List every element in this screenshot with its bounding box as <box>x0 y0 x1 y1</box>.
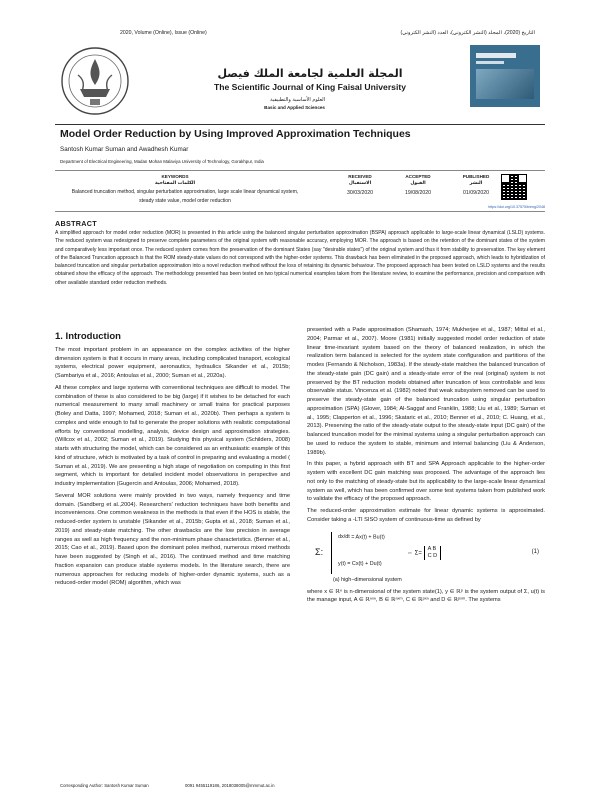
equation-system <box>331 532 401 574</box>
author-contact: 0091 9455119186, 2018038005@mmmut.ac.in <box>185 783 275 788</box>
date-received <box>330 174 390 196</box>
abstract-text: A simplified approach for model order reduction (MOR) is presented in this article using the balanced singular perturbation approximation (BSPA) approach applicable to large-scale linear dynamical (LSLD) systems. The reduced system was redesigned to preserve complete parameters of the original system with reasonable accuracy, employing MOR. The approach is based on the retention of the dominant states of the system and comparatively less important once. The reduced system comes from the preservation of the dominant States (say "desirable states") of the original system and thus it from stability to preservation. The key element of the Balanced Truncation approach is that the ROM steady-state values do not correspond with the higher-order systems. This drawback has been eliminated in the proposed approach, which leads to hybridization of balanced truncation and singular perturbation approximation into a novel reduction method without the loss of retaining its dynamic behaviour. The proposed approach has been tested on LSLD systems and the results obtained show the efficacy of the approach. The methodology presented has been tested on two typical numerical examples taken from the literature review, to examine the performance, precision and comparison with other available standard order reduction methods. <box>55 230 545 286</box>
equation-1 <box>307 528 545 584</box>
keywords-heading: KEYWORDS <box>161 174 189 179</box>
doi-link[interactable]: https://doi.org/10.37575/b/eng/2048 <box>488 205 545 209</box>
date-value: 01/09/2020 <box>463 190 489 196</box>
cover-image <box>476 69 534 99</box>
date-value: 30/03/2020 <box>347 190 373 196</box>
date-accepted <box>388 174 448 196</box>
equation-state-rhs: = Ax(t) + Bu(t) <box>351 534 385 541</box>
running-head-english: 2020, Volume (Online), Issue (Online) <box>120 30 207 36</box>
system-matrix <box>424 546 442 560</box>
left-column <box>55 333 290 591</box>
date-label: ACCEPTED <box>405 174 431 179</box>
body-paragraph: All these complex and large systems with conventional techniques are difficult to model. The combination of these is also considered to be big (large) if it wishes to be detached for each numerical measurement to many small machinery or small trains for practical purposes (Boley and Datta, 1997; Mohamed, 2018; Suman et al., 2020b). Then perhaps a system is complex and wide enough to fail to generate the proper solutions with realistic computational efforts by conventional modelling, analysis, device design and approximation strategies. (Willcox et al., 2002; Suman et al., 2019). Studying this physical system (Schilders, 2008) starts with structuring the model, which can be considered as an enthusiastic example of this kind of structure, which is motivated by a task of control in preparing and evaluating a model ( Suman et al., 2019). We are presenting a high stage of negotiation on computing in this first segment, which is important for detailed incident model observations in perspective and industry implementation (Gugercin and Antoulas, 2006; Mohamed, 2018). <box>55 384 290 487</box>
qr-code[interactable] <box>501 174 527 200</box>
journal-title-arabic: المجلة العلمية لجامعة الملك فيصل <box>217 67 403 80</box>
keywords-dates-box <box>55 170 545 212</box>
date-published <box>446 174 506 196</box>
matrix-row: A B <box>427 545 437 552</box>
date-label: PUBLISHED <box>462 174 490 179</box>
masthead-divider <box>55 124 545 125</box>
date-label-arabic: القبول <box>410 181 426 186</box>
equation-sigma: Σ: <box>315 546 324 557</box>
journal-section-arabic: العلوم الأساسية والتطبيقية <box>270 97 325 103</box>
keywords-text: Balanced truncation method, singular perturbation approximation, large scale linear dynamical system, steady state value, model order reduction <box>71 189 299 204</box>
journal-masthead <box>60 45 540 125</box>
equation-state-line <box>338 534 385 541</box>
article-title: Model Order Reduction by Using Improved Approximation Techniques <box>60 128 411 140</box>
journal-cover-thumbnail <box>470 45 540 107</box>
article-authors: Santosh Kumar Suman and Awadhesh Kumar <box>60 146 189 153</box>
article-affiliation: Department of Electrical Engineering, Madan Mohan Malaviya University of Technology, Gorakhpur, India <box>60 159 264 164</box>
running-head <box>120 30 535 40</box>
abstract-heading: ABSTRACT <box>55 219 97 228</box>
running-head-arabic: التاريخ (2020)، المجلد (النشر الكتروني)، العدد (النشر الكتروني) <box>400 30 535 36</box>
journal-section-english: Basic and Applied Sciences <box>264 105 325 110</box>
body-paragraph: presented with a Pade approximation (Shamash, 1974; Mukherjee et al., 1987; Mittal et al., 2004; Parmar et al., 2007). Moore (1981) initially suggested model order reduction of state linear time-invariant system based on the theory of balanced realization, in which the realization term balanced is selected for the system state configuration and partitions of the modes (Fernando & Nicholson, 1983a). If the steady-state matches the balanced truncation of the steady-state gain (DC gain) and a steady-state error of the real (original) system is not preserved by the BT reduction models obtained after truncation of less controllable and less observable status. Vincenza et al. (1982) noted that weak subsystem removed can be used to preserve the steady-state gain of the balanced truncation using singular perturbation approximation (SPA) (Glover, 1984; Al-Saggaf and Franklin, 1988; Liu et al., 1989; Suman et al., 1995; Clapperton et al., 1996; Skataric et al., 2010; Benner et al., 2010; C. Huang, et al., 2013). Preserving the ratio of the steady-state output to the steady-state input (DC gain) of the balanced truncation model for the minimal systems using a singular perturbation approach can be used to reduce the system to stable, minimum and internal balancing (Liu & Anderson, 1989b). <box>307 327 545 456</box>
date-label-arabic: الاستقبال <box>348 181 372 186</box>
university-crest-logo <box>60 45 130 117</box>
body-paragraph: where x ∈ ℝⁿ is n-dimensional of the system state(1), y ∈ ℝᵖ is the system output of Σ, u(t) is the manage input, A ∈ ℝⁿˣⁿ, B ∈ ℝⁿˣᵐ, C ∈ ℝᵖˣⁿ and D ∈ ℝᵖˣᵐ. The systems <box>307 588 545 604</box>
journal-title-english: The Scientific Journal of King Faisal University <box>214 82 406 92</box>
cover-subtitle-bar <box>476 61 504 64</box>
corresponding-author: Corresponding Author: Santosh Kumar Suman <box>60 783 149 788</box>
body-paragraph: The reduced-order approximation estimate for linear dynamic systems is approximated. Consider taking a -LTI SISO system of continuous-time as defined by <box>307 508 545 523</box>
date-label-arabic: النشر <box>469 181 483 186</box>
equation-equivalence: ⇔ Σ= <box>407 550 422 557</box>
keywords-heading-arabic: الكلمات المفتاحية <box>154 181 196 186</box>
matrix-row: C D <box>427 552 438 559</box>
equation-caption: (a) high−dimensional system <box>333 576 402 583</box>
date-value: 19/08/2020 <box>405 190 431 196</box>
equation-number: (1) <box>531 548 539 555</box>
date-label: RECEIVED <box>348 174 372 179</box>
right-column <box>307 326 545 608</box>
equation-output-line: y(t) = Cx(t) + Du(t) <box>338 560 382 567</box>
body-paragraph: Several MOR solutions were mainly provided in two ways, namely frequency and time domain. (Sandberg et al.,2004). Researchers' reduction techniques have both benefits and inconveniences. One common weakness in the methods is that even if the HOS is stable, the reduced-order system is unstable (Sikander et al., 2015b; Gupta et al., 2018; Suman et al., 2019) and steady-state matching. The other drawbacks are the low precision in average ranges as well as high frequency and the non-minimum phase characteristics. (Benner et al., 2015; Cao et al., 2019). Based upon the dominant poles method, numerous mixed methods have been suggested by (Singh et al., 2016). The continued method and time matching fraction expansion can produce stable systems models. In the literature search, there are numerous approaches for reducing models of higher-order dynamic systems, such as a reduced-order model (ROM) algorithm, which was <box>55 492 290 587</box>
equation-derivative: dx/dt <box>338 533 350 540</box>
equation-matrix-form <box>407 546 441 560</box>
body-paragraph: The most important problem in an appearance on the complex activities of the higher dimension system is that it occurs in many areas, including complicated transport, ecological systems, electrical power equipment, aeronautics, hydraulics Sikander et al., 2015b; (Sambariya et al., 2016; Antoulas et al., 2000; Suman et al., 2020a). <box>55 346 290 379</box>
section-heading-introduction: 1. Introduction <box>55 331 121 342</box>
cover-title-bar <box>476 53 516 58</box>
body-paragraph: In this paper, a hybrid approach with BT and SPA Approach applicable to the higher-order system with excellent DC gain matching was proposed. The advantage of the approach lies not only to the matching of steady-state but its applicability to the large-scale linear dynamical system as well, which has been confirmed over some test systems taken from published work to validate the efficacy of the proposed approach. <box>307 461 545 503</box>
